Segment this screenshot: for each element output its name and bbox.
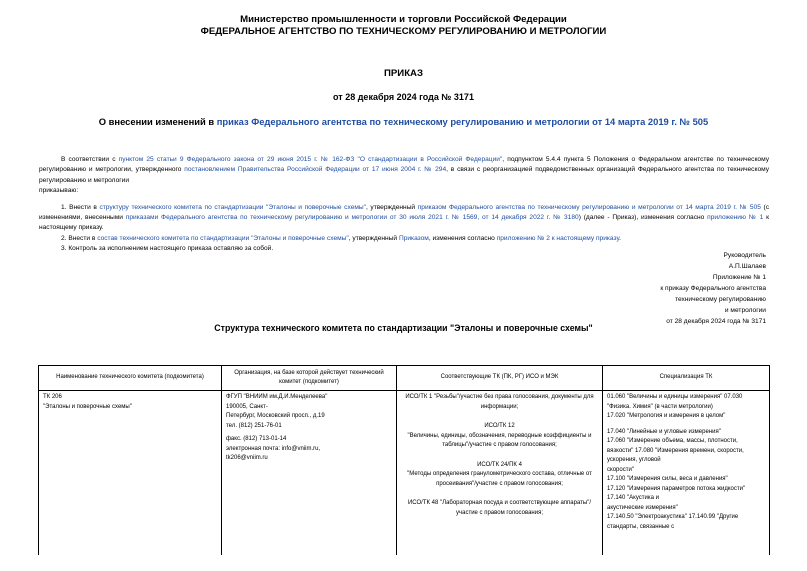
- specialization-item: 17.040 "Линейные и угловые измерения": [607, 428, 721, 435]
- item-3: 3. Контроль за исполнением настоящего приказа оставляю за собой.: [61, 245, 274, 253]
- annex-date: от 28 декабря 2024 года № 3171: [666, 318, 766, 325]
- text: 1. Внести в: [61, 203, 100, 211]
- committee-code: ТК 206: [43, 394, 62, 400]
- column-header: Организация, на базе которой действует технический комитет (подкомитет): [222, 366, 397, 391]
- signature-block: [546, 250, 766, 327]
- table-row: [39, 391, 770, 556]
- signer-name: А.П.Шалаев: [728, 263, 766, 270]
- fax: факс. (812) 713-01-14: [226, 436, 287, 442]
- iso-committee-code: ИСО/ТК 12: [484, 423, 515, 429]
- text: , утвержденный: [365, 203, 418, 211]
- iso-committee: "Методы определения гранулометрического состава, отличные от просеивания"/участие с правом голосования;: [407, 471, 592, 487]
- order-word: приказываю:: [39, 187, 79, 195]
- annex-2-link[interactable]: приложению № 2 к настоящему приказу: [496, 234, 620, 242]
- email: tk206@vniim.ru: [226, 455, 268, 461]
- annex-line: к приказу Федерального агентства: [660, 285, 766, 292]
- specialization-item: 17.140 "Акустика и: [607, 495, 659, 501]
- column-header: Наименование технического комитета (подкомитета): [39, 366, 222, 391]
- committee-name: "Эталоны и поверочные схемы": [43, 403, 132, 410]
- text: (с изменениями, внесенными: [39, 203, 770, 222]
- specialization-item: 17.100 "Измерения силы, веса и давления": [607, 476, 728, 482]
- preamble-paragraph: [39, 155, 769, 186]
- order-title: ПРИКАЗ: [384, 68, 423, 79]
- order-subject: [0, 116, 807, 127]
- annex-1-link[interactable]: приложению № 1: [707, 214, 764, 222]
- specialization-item: 17.120 "Измерения параметров потока жидкости": [607, 485, 746, 492]
- ministry-name: Министерство промышленности и торговли Российской Федерации: [240, 14, 567, 25]
- iso-committees-cell: [397, 391, 603, 556]
- column-header: Соответствующие ТК (ПК, РГ) ИСО и МЭК: [397, 366, 603, 391]
- specialization-item: скорости": [607, 466, 634, 473]
- email: электронная почта: info@vniim.ru,: [226, 445, 321, 452]
- subject-link[interactable]: приказ Федерального агентства по техническому регулированию и метрологии от 14 марта 2019 г. № 505: [216, 116, 709, 127]
- text: В соответствии с: [61, 156, 119, 163]
- text: , утвержденный: [348, 234, 399, 242]
- agency-name: ФЕДЕРАЛЬНОЕ АГЕНТСТВО ПО ТЕХНИЧЕСКОМУ РЕГУЛИРОВАНИЮ И МЕТРОЛОГИИ: [200, 26, 607, 37]
- document-header: [0, 14, 807, 38]
- specialization-item: акустические измерения": [607, 504, 678, 511]
- amending-orders-link[interactable]: приказами Федерального агентства по техническому регулированию и метрологии от 30 июля 2021 г. № 1569, от 14 декабря 2022 г. № 3180: [125, 214, 579, 222]
- address-line: 190005, Санкт-: [226, 403, 268, 410]
- law-link[interactable]: пунктом 25 статьи 9 Федерального закона от 29 июня 2015 г. № 162-ФЗ "О стандартизации в Российской Федерации": [118, 156, 503, 163]
- iso-committee: ИСО/ТК 1 "Резьбы"/участие без права голосования, документы для информации;: [405, 394, 594, 410]
- organization-cell: [222, 391, 397, 556]
- text: ) (далее - Приказ), изменения согласно: [578, 214, 708, 222]
- committee-name-cell: [39, 391, 222, 556]
- text: , изменения согласно: [428, 234, 497, 242]
- specialization-item: 01.060 "Величины и единицы измерения" 07.030 "Физика. Химия" (в части метрологии): [607, 394, 743, 410]
- subject-prefix: О внесении изменений в: [98, 116, 217, 127]
- composition-link[interactable]: состав технического комитета по стандартизации "Эталоны и поверочные схемы": [97, 234, 349, 242]
- specialization-item: 17.140.50 "Электроакустика" 17.140.99 "Другие стандарты, связанные с: [607, 514, 739, 530]
- text: , в связи с реорганизацией подведомственных организаций Федерального агентства по техническому регулированию и метрологии: [39, 166, 770, 184]
- text: к настоящему приказу.: [39, 214, 769, 232]
- table-header-row: [39, 366, 770, 391]
- annex-title: Приложение № 1: [712, 274, 766, 281]
- item-2: [39, 234, 769, 244]
- iso-committee: ИСО/ТК 48 "Лабораторная посуда и соответствующие аппараты"/участие с правом голосования;: [407, 500, 592, 516]
- order-505-link[interactable]: приказом Федерального агентства по техническому регулированию и метрологии от 14 марта 2019 г. № 505: [417, 203, 761, 211]
- text: , подпунктом 5.4.4 пункта 5 Положения о Федеральном агентстве по техническому регулированию и метрологии, утвержденного: [39, 156, 770, 174]
- specialization-cell: [603, 391, 770, 556]
- annex-line: техническому регулированию: [675, 296, 766, 303]
- committee-table: [38, 365, 770, 555]
- annex-line: и метрологии: [724, 307, 766, 314]
- phone: тел. (812) 251-76-01: [226, 422, 282, 429]
- text: .: [619, 234, 621, 242]
- table-title: Структура технического комитета по стандартизации "Эталоны и поверочные схемы": [214, 323, 593, 333]
- text: 2. Внести в: [61, 234, 98, 242]
- organization-name: ФГУП "ВНИИМ им.Д.И.Менделеева": [226, 394, 328, 400]
- specialization-item: 17.020 "Метрология и измерения в целом": [607, 413, 726, 419]
- item-1: [39, 203, 769, 234]
- structure-link[interactable]: структуру технического комитета по стандартизации "Эталоны и поверочные схемы": [99, 203, 366, 211]
- signer-role: Руководитель: [723, 252, 766, 259]
- column-header: Специализация ТК: [603, 366, 770, 391]
- address-line: Петербург, Московский просп., д.19: [226, 413, 325, 419]
- order-date: от 28 декабря 2024 года № 3171: [333, 92, 474, 102]
- order-link[interactable]: Приказом: [398, 234, 429, 242]
- iso-committee-code: ИСО/ТК 24/ПК 4: [477, 461, 522, 468]
- iso-committee: "Величины, единицы, обозначения, переводные коэффициенты и таблицы"/участие с правом голосования;: [407, 432, 592, 448]
- resolution-link[interactable]: постановлением Правительства Российской Федерации от 17 июня 2004 г. № 294: [184, 166, 447, 174]
- specialization-item: 17.060 "Измерение объема, массы, плотности, вязкости" 17.080 "Измерения времени, скорости, ускорения, угловой: [607, 438, 744, 463]
- order-body: [39, 155, 769, 255]
